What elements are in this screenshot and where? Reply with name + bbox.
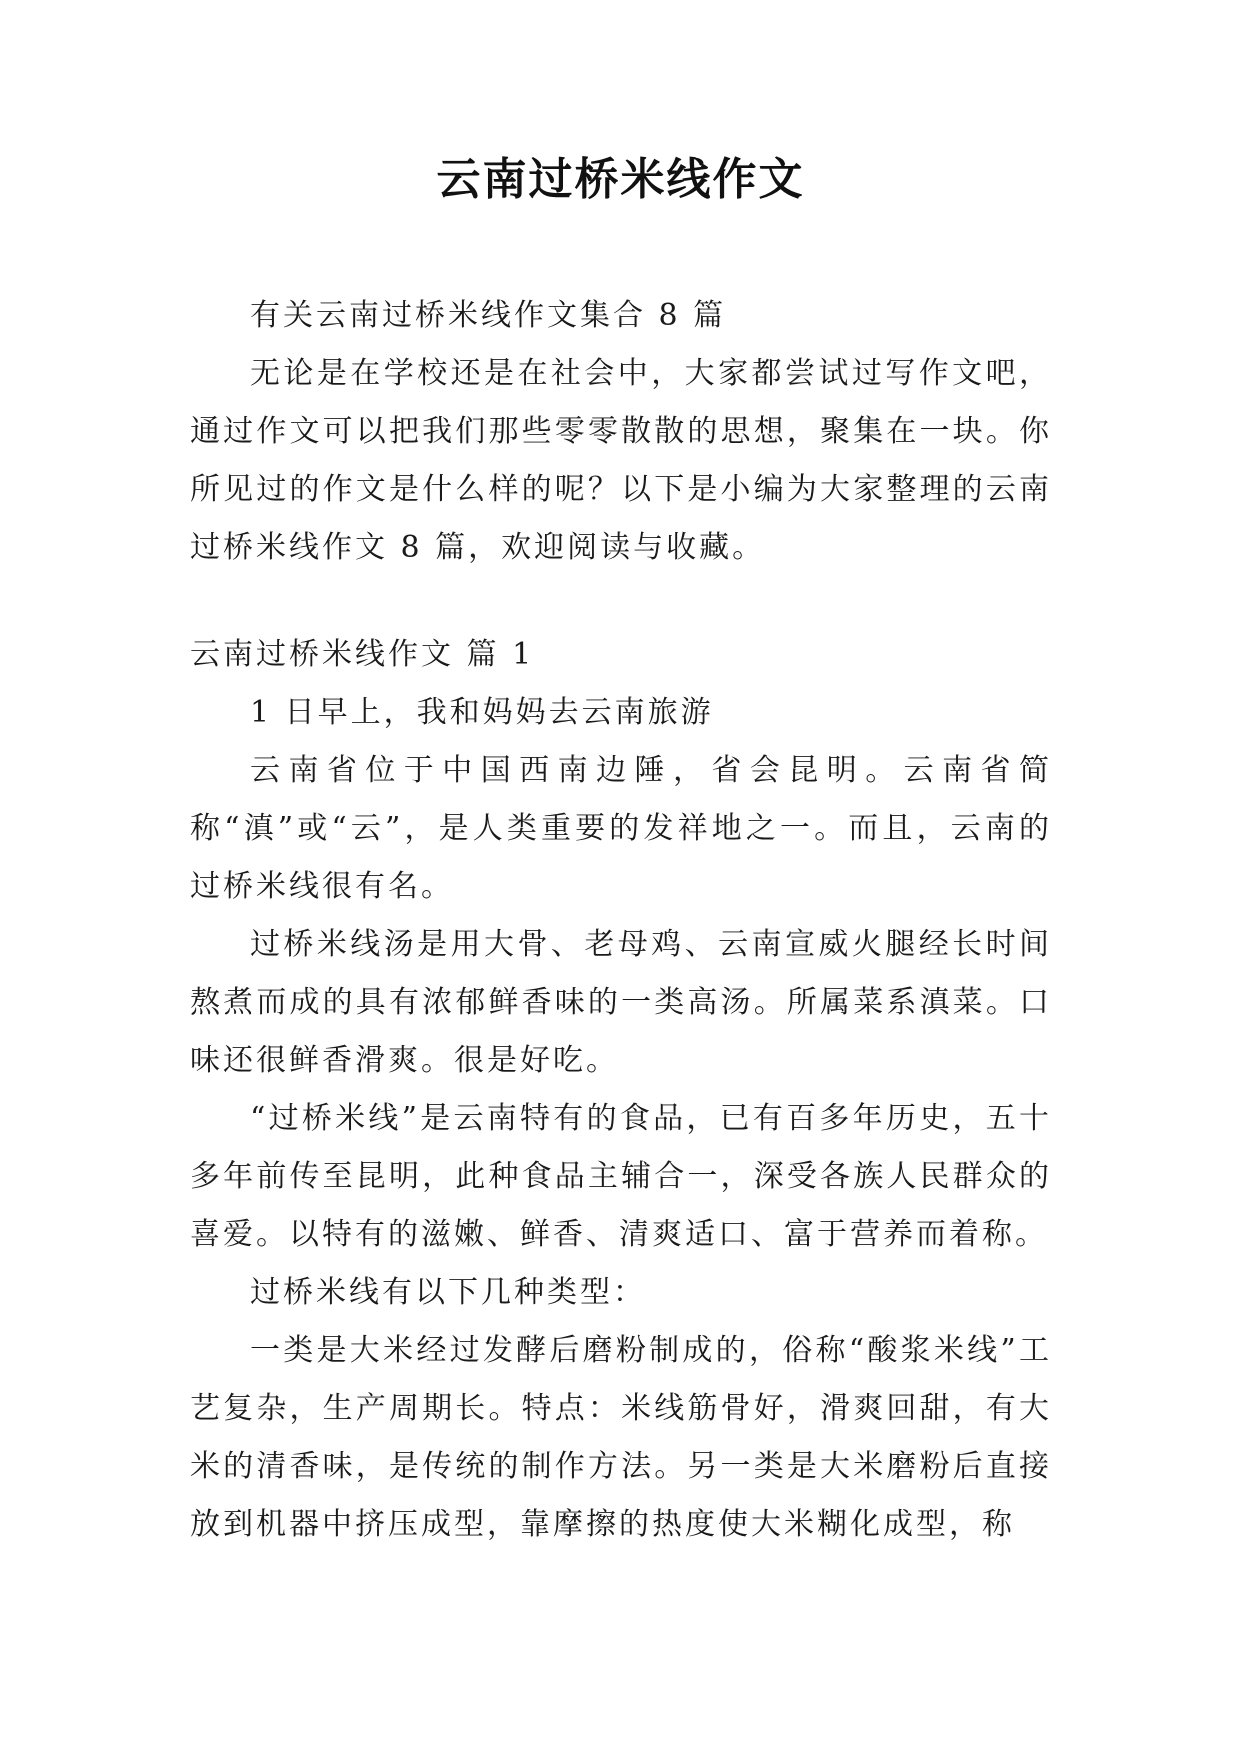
body-paragraph: 过桥米线汤是用大骨、老母鸡、云南宣威火腿经长时间熬煮而成的具有浓郁鲜香味的一类高汤。所属菜系滇菜。口味还很鲜香滑爽。很是好吃。 — [190, 927, 1052, 1078]
intro-block — [190, 287, 1052, 577]
body-paragraph: 云南省位于中国西南边陲，省会昆明。云南省简称“滇”或“云”，是人类重要的发祥地之一。而且，云南的过桥米线很有名。 — [190, 753, 1052, 904]
intro-paragraph: 有关云南过桥米线作文集合 8 篇 — [250, 298, 727, 333]
intro-paragraph: 无论是在学校还是在社会中，大家都尝试过写作文吧，通过作文可以把我们那些零零散散的思想，聚集在一块。你所见过的作文是什么样的呢？以下是小编为大家整理的云南过桥米线作文 8 篇，欢迎阅读与收藏。 — [190, 356, 1052, 565]
body-paragraph: “过桥米线”是云南特有的食品，已有百多年历史，五十多年前传至昆明，此种食品主辅合一，深受各族人民群众的喜爱。以特有的滋嫩、鲜香、清爽适口、富于营养而着称。 — [190, 1101, 1052, 1252]
body-paragraph: 过桥米线有以下几种类型： — [250, 1275, 646, 1310]
section-heading: 云南过桥米线作文 篇 1 — [190, 637, 535, 672]
body-paragraph: 1 日早上，我和妈妈去云南旅游 — [250, 695, 714, 730]
document-title: 云南过桥米线作文 — [436, 154, 805, 205]
body-paragraph: 一类是大米经过发酵后磨粉制成的，俗称“酸浆米线”工艺复杂，生产周期长。特点：米线筋骨好，滑爽回甜，有大米的清香味，是传统的制作方法。另一类是大米磨粉后直接放到机器中挤压成型，靠摩擦的热度使大米糊化成型，称 — [190, 1333, 1052, 1542]
essay-section — [190, 626, 1052, 1554]
